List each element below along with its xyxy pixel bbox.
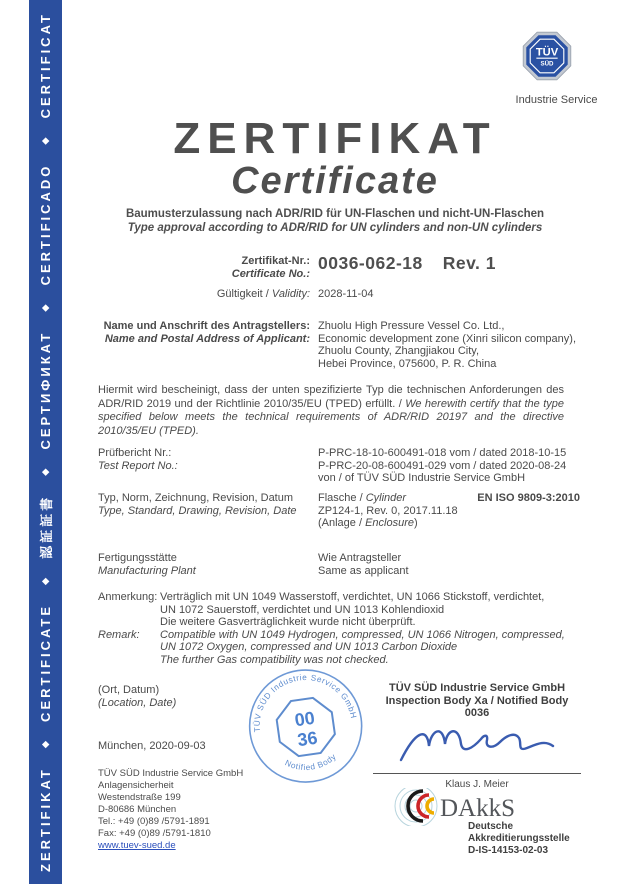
- applicant-address: [318, 320, 576, 370]
- applicant-label-en: Name and Postal Address of Applicant:: [104, 332, 310, 345]
- remark-block: [98, 591, 568, 667]
- svg-text:DAkkS: DAkkS: [440, 795, 516, 822]
- inspection-body-org: TÜV SÜD Industrie Service GmbH: [388, 682, 566, 694]
- signature-icon: [373, 722, 581, 774]
- vertical-banner: [29, 0, 62, 884]
- tuv-sud-logo-icon: [519, 28, 575, 89]
- type-standard-label: [98, 492, 310, 517]
- remark-de-line: Verträglich mit UN 1049 Wasserstoff, verdichtet, UN 1066 Stickstoff, verdichtet,: [160, 591, 545, 603]
- enclosure-note: [318, 517, 580, 530]
- enclosure-pre: (Anlage /: [318, 517, 366, 530]
- test-report-label-en: Test Report No.:: [98, 459, 178, 472]
- plant-label-en: Manufacturing Plant: [98, 564, 196, 577]
- banner-word: CERTIFICATE: [38, 603, 53, 722]
- type-standard-value: [318, 492, 580, 530]
- applicant-line: Zhuolu High Pressure Vessel Co. Ltd.,: [318, 320, 505, 332]
- certificate-number-value: [318, 253, 496, 274]
- location-date-label-de: (Ort, Datum): [98, 684, 160, 696]
- validity-value: 2028-11-04: [318, 288, 374, 300]
- type-standard-label-en: Type, Standard, Drawing, Revision, Date: [98, 504, 297, 517]
- banner-word: 認証証書: [39, 494, 54, 559]
- dakks-text: [468, 821, 570, 856]
- cylinder-type-en: Cylinder: [365, 492, 407, 504]
- test-report-line: P-PRC-18-10-600491-018 vom / dated 2018-10-15: [318, 447, 567, 459]
- certificate-number: 0036-062-18: [318, 253, 423, 273]
- remark-de-line: UN 1072 Sauerstoff, verdichtet und UN 1013 Kohlendioxid: [160, 603, 445, 616]
- banner-word: СЕРТИФИКАТ: [38, 330, 53, 450]
- applicant-line: Hebei Province, 075600, P. R. China: [318, 357, 497, 370]
- footer-line: Fax: +49 (0)89 /5791-1810: [98, 828, 211, 839]
- banner-word: CERTIFICAT: [38, 12, 53, 119]
- plant-value: [318, 552, 409, 577]
- svg-text:SÜD: SÜD: [540, 60, 554, 68]
- svg-text:TÜV: TÜV: [535, 46, 559, 59]
- footer-line: TÜV SÜD Industrie Service GmbH: [98, 768, 244, 779]
- diamond-separator-icon: ◆: [40, 741, 50, 748]
- banner-word: ZERTIFIKAT: [38, 767, 53, 872]
- subtitle-en: Type approval according to ADR/RID for UN cylinders and non-UN cylinders: [127, 221, 543, 234]
- statement-en: We herewith certify that the type specified below meets the technical requirements of ADR/RID 20197 and the directive 2010/35/EU (TPED).: [98, 397, 564, 437]
- footer-line: Westendstraße 199: [98, 792, 181, 803]
- banner-word: CERTIFICADO: [38, 163, 53, 286]
- applicant-line: Zhuolu County, Zhangjiakou City,: [318, 345, 480, 358]
- test-report-line: von / of TÜV SÜD Industrie Service GmbH: [318, 472, 526, 485]
- validity-label: [95, 288, 310, 301]
- certificate-number-label-en: Certificate No.:: [231, 267, 310, 280]
- footer-line: Tel.: +49 (0)89 /5791-1891: [98, 816, 210, 827]
- revision: Rev. 1: [442, 253, 497, 273]
- drawing-revision: ZP124-1, Rev. 0, 2017.11.18: [318, 504, 458, 517]
- remark-label-en: Remark:: [98, 628, 140, 641]
- enclosure-it: Enclosure: [365, 517, 415, 530]
- diamond-separator-icon: ◆: [40, 137, 50, 145]
- validity-label-de: Gültigkeit /: [216, 288, 272, 300]
- signature-block: [373, 682, 581, 790]
- subtitle-de: Baumusterzulassung nach ADR/RID für UN-Flaschen und nicht-UN-Flaschen: [125, 208, 545, 220]
- footer-address: [98, 768, 243, 852]
- diamond-separator-icon: ◆: [40, 468, 50, 476]
- diamond-separator-icon: ◆: [40, 577, 50, 585]
- test-report-label: [98, 447, 310, 472]
- test-report-line: P-PRC-20-08-600491-029 vom / dated 2020-08-24: [318, 459, 567, 472]
- enclosure-post: ): [414, 517, 418, 530]
- page-title-en: Certificate: [231, 160, 439, 202]
- dakks-accreditation-number: D-IS-14153-02-03: [468, 844, 549, 856]
- certificate-number-label-de: Zertifikat-Nr.:: [241, 255, 310, 267]
- footer-line: Anlagensicherheit: [98, 780, 174, 791]
- svg-text:00: 00: [293, 707, 316, 731]
- standard-number: EN ISO 9809-3:2010: [477, 492, 580, 504]
- diamond-separator-icon: ◆: [40, 304, 50, 312]
- banner-text: [29, 0, 62, 884]
- location-date-value: München, 2020-09-03: [98, 740, 206, 752]
- plant-label-de: Fertigungsstätte: [98, 552, 177, 564]
- applicant-label-de: Name und Anschrift des Antragstellers:: [103, 320, 310, 332]
- remark-de-line: Die weitere Gasverträglichkeit wurde nicht überprüft.: [160, 616, 416, 629]
- logo-tagline: Industrie Service: [515, 94, 598, 106]
- statement-de: Hiermit wird bescheinigt, dass der unten spezifizierte Typ die technischen Anforderungen des ADR/RID 2019 und der Richtlinie 2010/35/EU (TPED) erfüllt. /: [98, 384, 564, 410]
- plant-label: [98, 552, 310, 577]
- applicant-line: Economic development zone (Xinri silicon company),: [318, 332, 577, 345]
- test-report-label-de: Prüfbericht Nr.:: [98, 447, 172, 459]
- remark-en-line: Compatible with UN 1049 Hydrogen, compressed, UN 1066 Nitrogen, compressed,: [160, 628, 565, 641]
- subtitle: [85, 208, 585, 235]
- footer-line: D-80686 München: [98, 804, 177, 815]
- svg-text:TÜV SÜD Industrie Service GmbH: TÜV SÜD Industrie Service GmbH: [252, 673, 359, 733]
- signer-name: Klaus J. Meier: [445, 778, 509, 790]
- page-title-de: ZERTIFIKAT: [173, 114, 497, 163]
- dakks-line: Akkreditierungsstelle: [468, 832, 570, 844]
- notified-body-stamp-icon: [238, 658, 374, 798]
- remark-en-line: The further Gas compatibility was not checked.: [160, 653, 389, 666]
- location-date-label-en: (Location, Date): [98, 696, 177, 709]
- validity-label-en: Validity:: [271, 288, 310, 300]
- dakks-line: Deutsche: [468, 821, 514, 832]
- type-standard-label-de: Typ, Norm, Zeichnung, Revision, Datum: [98, 492, 294, 504]
- plant-value-en: Same as applicant: [318, 564, 409, 577]
- remark-de-body: [160, 591, 568, 629]
- remark-en-line: UN 1072 Oxygen, compressed and UN 1013 Carbon Dioxide: [160, 641, 458, 654]
- inspection-body-role: Inspection Body Xa / Notified Body 0036: [385, 694, 569, 719]
- remark-de: [98, 591, 568, 629]
- remark-en-body: [160, 629, 568, 667]
- svg-text:Notified Body: Notified Body: [283, 752, 339, 773]
- applicant-label: [95, 320, 310, 345]
- test-report-value: [318, 447, 566, 485]
- svg-text:36: 36: [296, 727, 319, 751]
- website-link: www.tuev-sued.de: [98, 840, 176, 851]
- cylinder-type: [318, 492, 406, 505]
- certification-statement: [98, 384, 564, 438]
- remark-label-de: Anmerkung:: [98, 591, 158, 603]
- cylinder-type-de: Flasche /: [318, 492, 366, 504]
- plant-value-de: Wie Antragsteller: [318, 552, 402, 564]
- certificate-number-label: [95, 255, 310, 280]
